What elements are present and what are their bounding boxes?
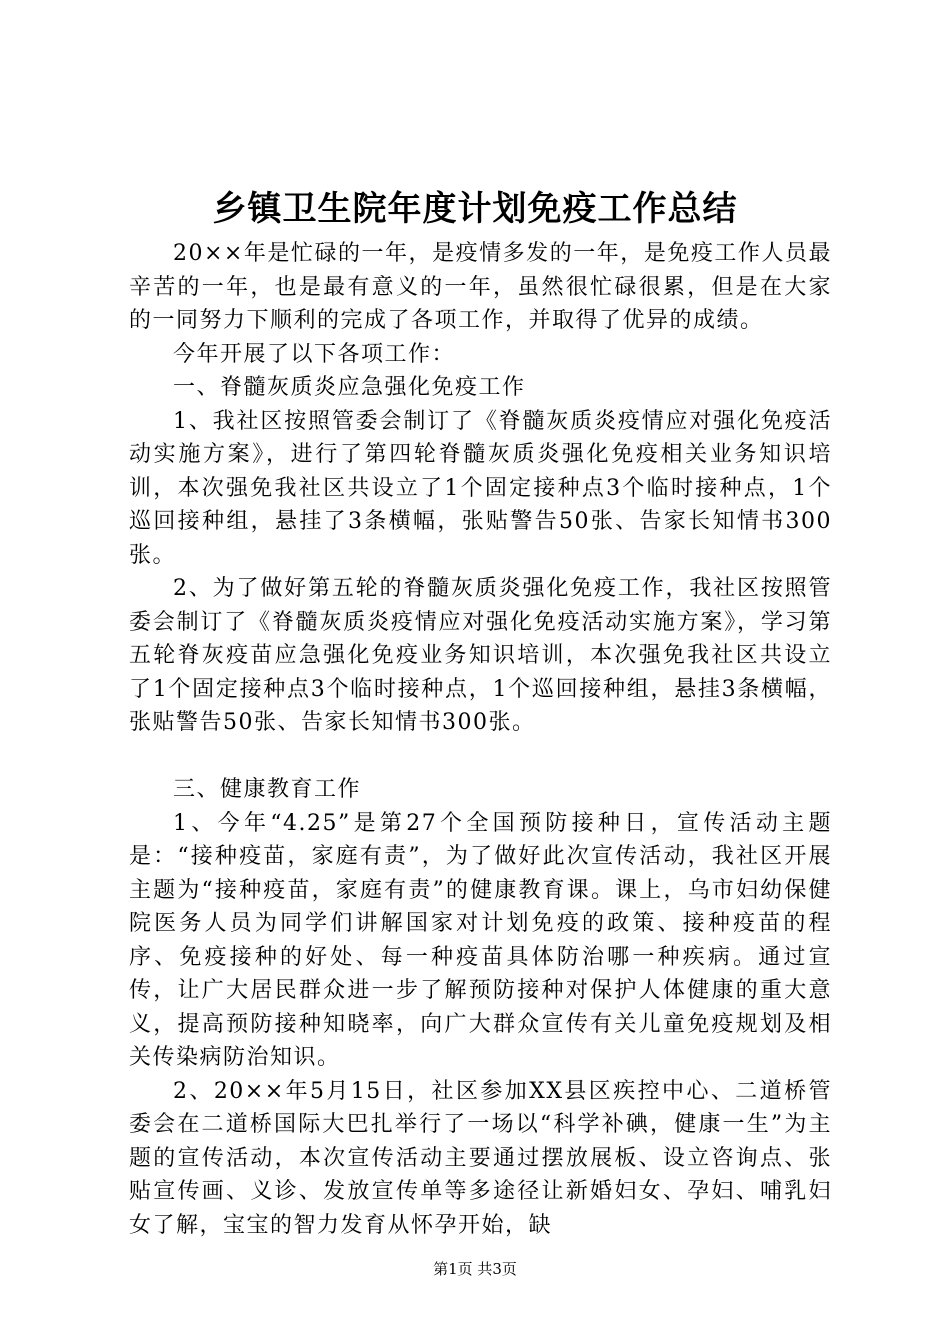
paragraph-polio-round-4: 1、我社区按照管委会制订了《脊髓灰质炎疫情应对强化免疫活动实施方案》，进行了第四轮脊髓灰质炎强化免疫相关业务知识培训，本次强免我社区共设立了1个固定接种点3个临时接种点，1个巡回接种组，悬挂了3条横幅，张贴警告50张、告家长知情书300张。 [129, 408, 832, 568]
section-heading-polio: 一、脊髓灰质炎应急强化免疫工作 [173, 375, 526, 400]
paragraph-polio-round-5: 2、为了做好第五轮的脊髓灰质炎强化免疫工作，我社区按照管委会制订了《脊髓灰质炎疫情应对强化免疫活动实施方案》，学习第五轮脊灰疫苗应急强化免疫业务知识培训，本次强免我社区共设立了1个固定接种点3个临时接种点，1个巡回接种组，悬挂3条横幅，张贴警告50张、告家长知情书300张。 [129, 576, 832, 735]
paragraph-iodine-campaign: 2、20××年5月15日，社区参加XX县区疾控中心、二道桥管委会在二道桥国际大巴扎举行了一场以“科学补碘，健康一生”为主题的宣传活动，本次宣传活动主要通过摆放展板、设立咨询点、张贴宣传画、义诊、发放宣传单等多途径让新婚妇女、孕妇、哺乳妇女了解，宝宝的智力发育从怀孕开始，缺 [129, 1078, 832, 1238]
page-footer: 第1页 共3页 [433, 1260, 517, 1278]
paragraph-vaccination-day: 1、今年“4.25”是第27个全国预防接种日，宣传活动主题是：“接种疫苗，家庭有责”，为了做好此次宣传活动，我社区开展主题为“接种疫苗，家庭有责”的健康教育课。课上，乌市妇幼保健院医务人员为同学们讲解国家对计划免疫的政策、接种疫苗的程序、免疫接种的好处、每一种疫苗具体防治哪一种疾病。通过宣传，让广大居民群众进一步了解预防接种对保护人体健康的重大意义，提高预防接种知晓率，向广大群众宣传有关儿童免疫规划及相关传染病防治知识。 [129, 810, 832, 1070]
paragraph-intro: 20××年是忙碌的一年，是疫情多发的一年，是免疫工作人员最辛苦的一年，也是最有意义的一年，虽然很忙碌很累，但是在大家的一同努力下顺利的完成了各项工作，并取得了优异的成绩。 [129, 241, 832, 333]
section-heading-health-education: 三、健康教育工作 [173, 777, 362, 802]
document-title: 乡镇卫生院年度计划免疫工作总结 [212, 189, 738, 229]
blank-line [129, 740, 832, 774]
paragraph-work-list: 今年开展了以下各项工作： [173, 341, 456, 367]
document-body [129, 237, 832, 1242]
